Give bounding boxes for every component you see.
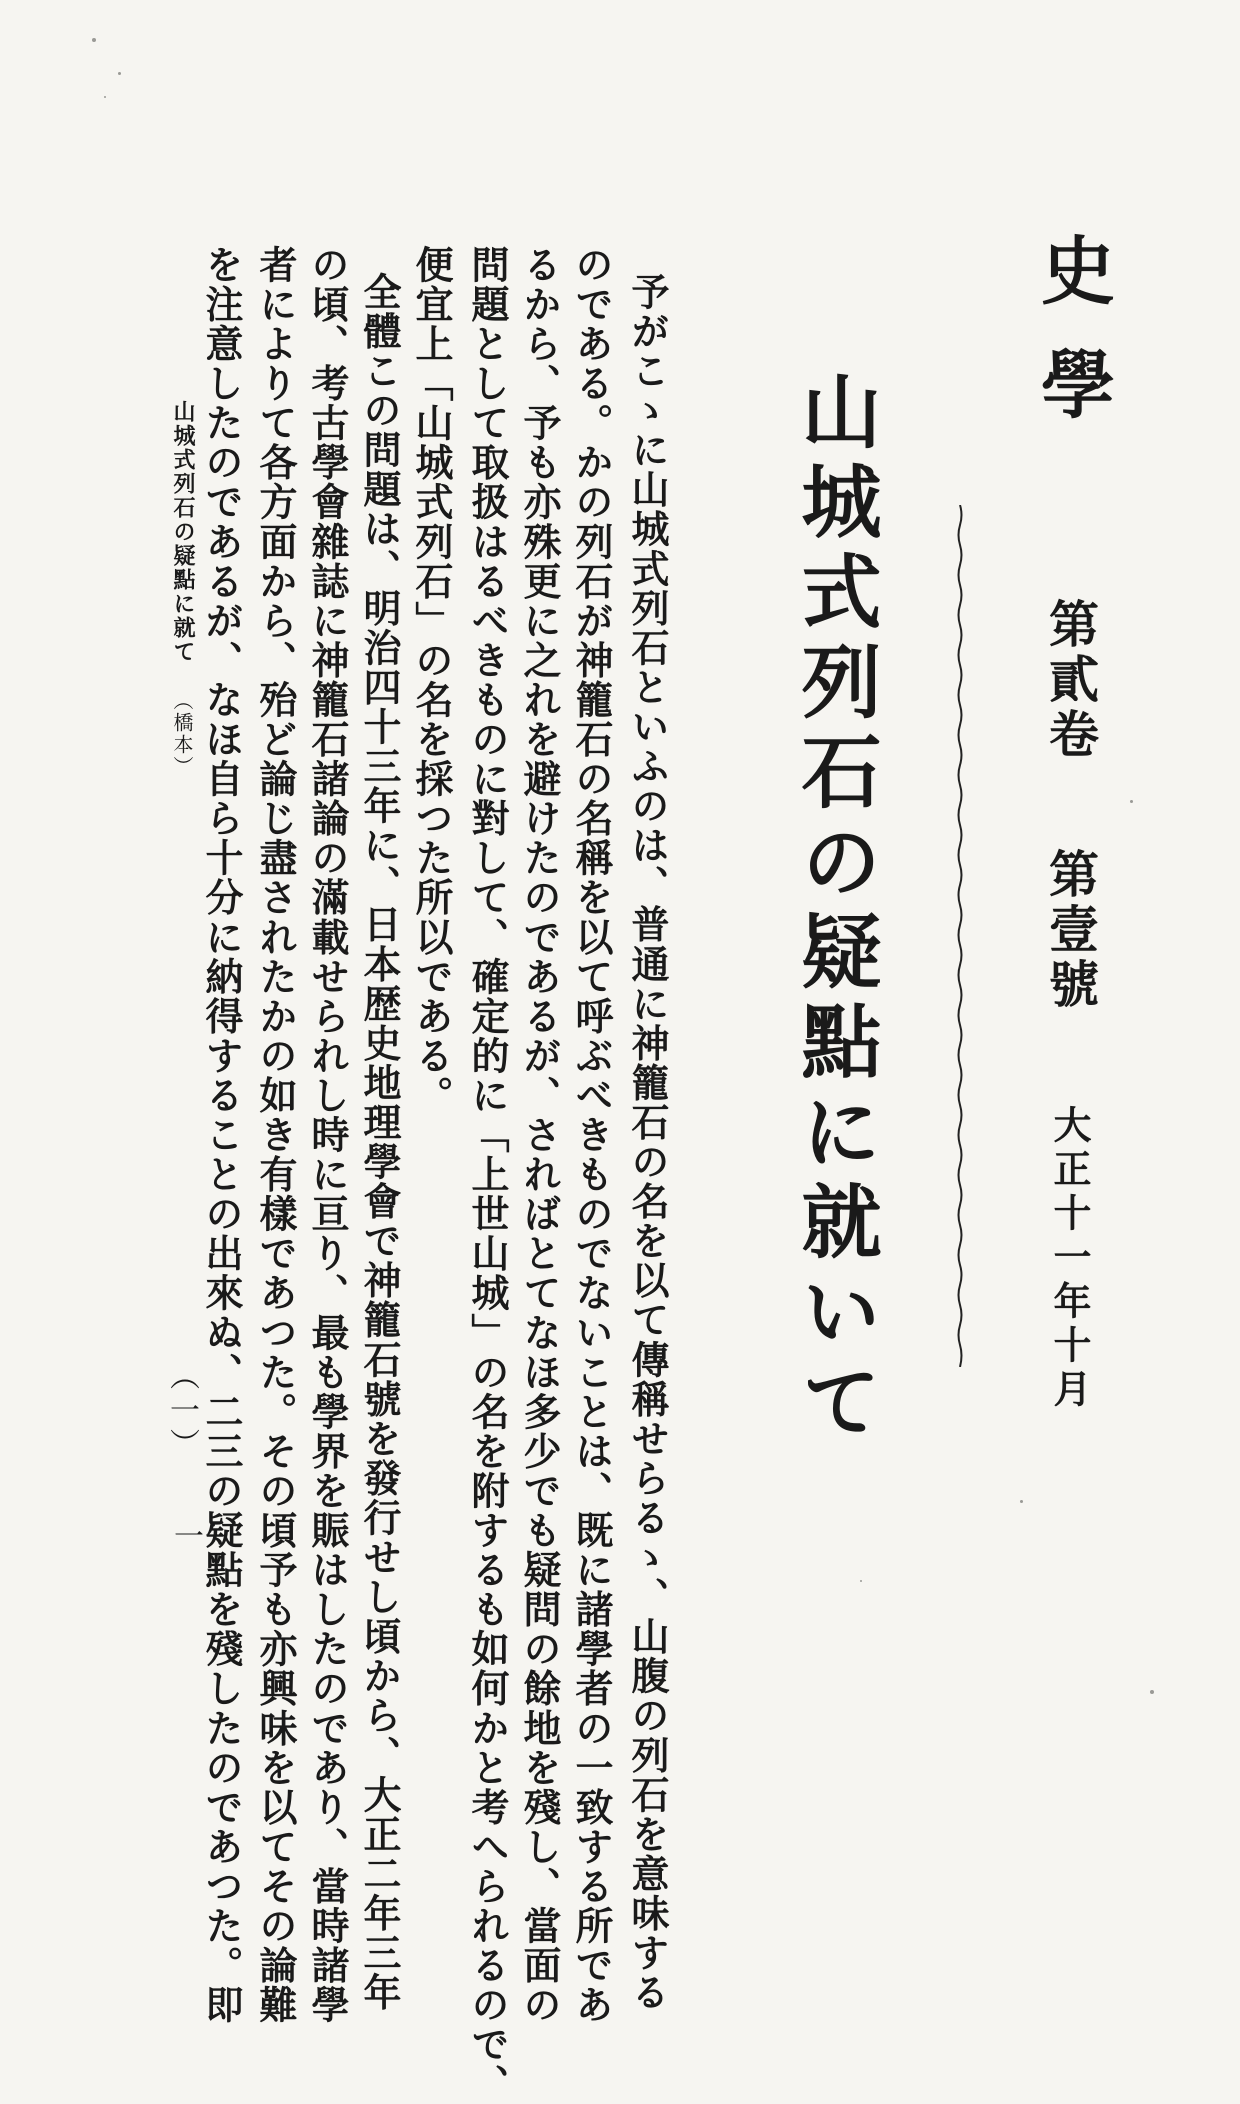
page-number: 一 bbox=[168, 1520, 203, 1550]
scan-speck bbox=[1150, 1690, 1154, 1694]
body-column: 者によりて各方面から、殆ど論じ盡されたかの如き有樣であつた。その頃予も亦興味を以てその論難 bbox=[253, 245, 298, 2025]
body-column: の頃、考古學會雜誌に神籠石諸論の滿載せられし時に亘り、最も學界を賑はしたのであり、當時諸學 bbox=[305, 245, 350, 2025]
scan-speck bbox=[1130, 800, 1133, 803]
scan-speck bbox=[860, 1580, 862, 1582]
section-number: （一） bbox=[164, 1360, 199, 1462]
body-column: 予がこゝに山城式列石といふのは、普通に神籠石の名を以て傳稱せらるゝ、山腹の列石を意味する bbox=[625, 272, 670, 2013]
scan-speck bbox=[1020, 1500, 1023, 1503]
scan-speck bbox=[118, 72, 121, 75]
journal-issue: 第壹號 bbox=[1041, 848, 1100, 1013]
scan-speck bbox=[92, 38, 96, 42]
scan-speck bbox=[104, 96, 106, 98]
journal-volume: 第貳卷 bbox=[1041, 598, 1100, 763]
running-title: 山城式列石の疑點に就て bbox=[170, 400, 196, 664]
body-column: を注意したのであるが、なほ自ら十分に納得することの出來ぬ、二三の疑點を殘したのであつた。即 bbox=[199, 245, 244, 2025]
body-column: 便宜上「山城式列石」の名を採つた所以である。 bbox=[409, 245, 454, 1116]
wavy-divider bbox=[957, 505, 963, 1367]
body-column: 全體この問題は、明治四十三年に、日本歴史地理學會で神籠石號を發行せし頃から、大正二年三年 bbox=[357, 272, 402, 2013]
body-column: 問題として取扱はるべきものに對して、確定的に「上世山城」の名を附するも如何かと考へられるので、 bbox=[465, 245, 510, 2104]
article-title: 山城式列石の疑點に就いて bbox=[788, 370, 882, 1450]
journal-title: 史學 bbox=[1029, 232, 1115, 460]
body-column: るから、予も亦殊更に之れを避けたのであるが、さればとてなほ多少でも疑問の餘地を殘し、當面の bbox=[517, 245, 562, 2025]
running-author: （橋本） bbox=[170, 690, 194, 778]
body-column: のである。かの列石が神籠石の名稱を以て呼ぶべきものでないことは、既に諸學者の一致する所であ bbox=[569, 245, 614, 2025]
publication-date: 大正十一年十月 bbox=[1047, 1105, 1092, 1413]
